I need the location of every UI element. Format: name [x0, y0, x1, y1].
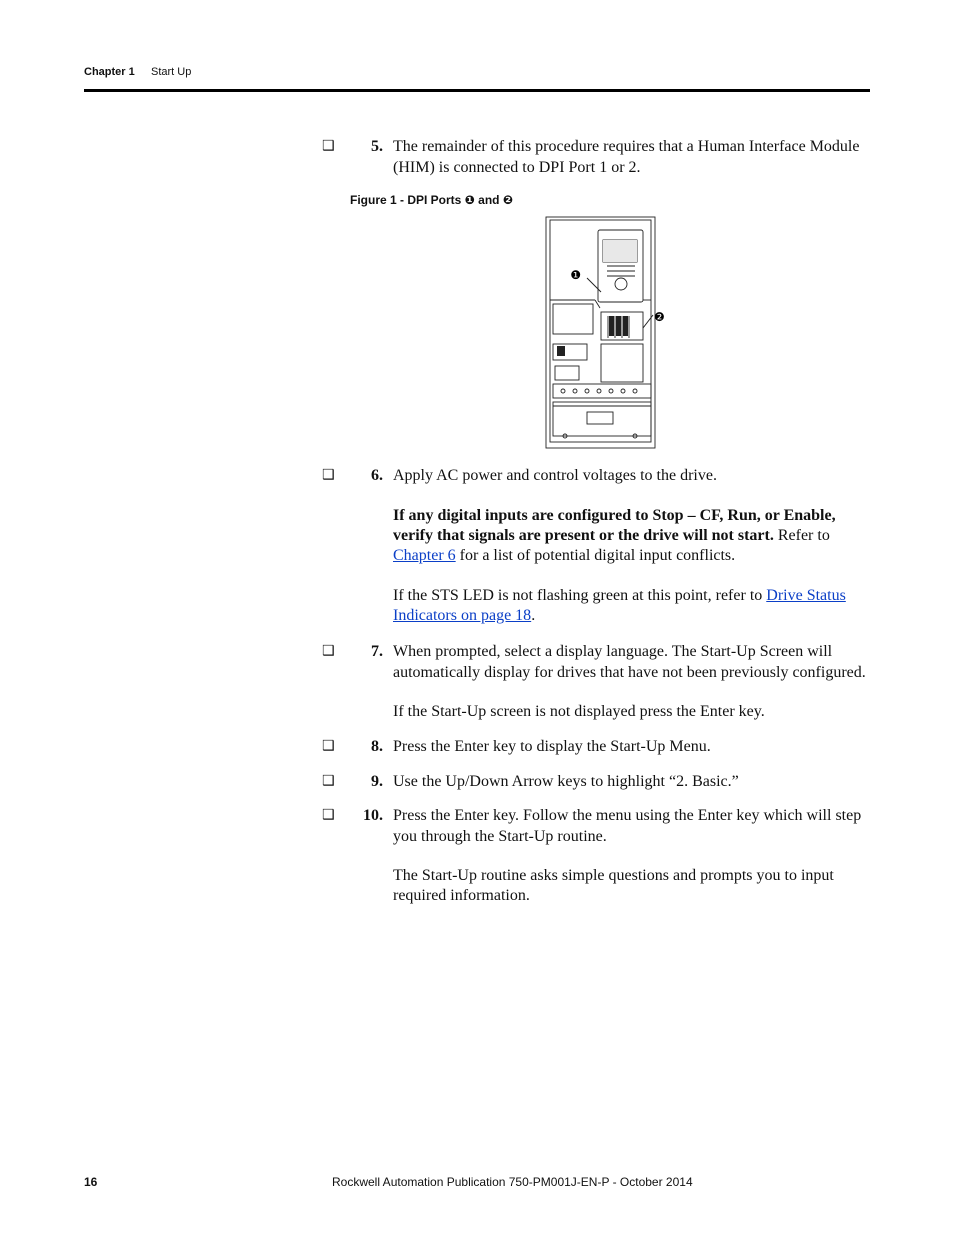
enter-key-note: If the Start-Up screen is not displayed press the Enter key. — [393, 703, 765, 720]
header-section: Start Up — [151, 66, 192, 78]
checkbox-icon[interactable]: ❑ — [322, 807, 335, 823]
running-header — [84, 66, 192, 78]
checkbox-icon[interactable]: ❑ — [322, 138, 335, 154]
figure-caption: Figure 1 - DPI Ports ❶ and ❷ — [350, 193, 514, 207]
checkbox-icon[interactable]: ❑ — [322, 467, 335, 483]
chapter-6-link[interactable]: Chapter 6 — [393, 547, 456, 564]
step-number: 9. — [371, 773, 383, 790]
powerflex-drive-illustration — [545, 216, 665, 452]
sts-led-note: If the STS LED is not flashing green at this point, refer to Drive Status Indicators on page 18. — [393, 587, 846, 624]
step-number: 5. — [371, 138, 383, 155]
startup-routine-note: The Start-Up routine asks simple questions and prompts you to input required information. — [393, 867, 834, 904]
page-number: 16 — [84, 1175, 98, 1189]
checkbox-icon[interactable]: ❑ — [322, 773, 335, 789]
step-number: 6. — [371, 467, 383, 484]
digital-input-note: If any digital inputs are configured to Stop – CF, Run, or Enable, verify that signals are present or the drive will not start. Refer to Chapter 6 for a list of potential digital input conflicts. — [393, 507, 836, 564]
drive-figure — [545, 216, 665, 457]
drive-status-indicators-link[interactable]: Drive Status Indicators on page 18 — [393, 587, 846, 624]
header-chapter: Chapter 1 — [84, 66, 135, 78]
step-text: Press the Enter key to display the Start-Up Menu. — [393, 738, 711, 755]
step-text: When prompted, select a display language. The Start-Up Screen will automatically display for drives that have not been previously configured. — [393, 643, 866, 681]
step-text: Use the Up/Down Arrow keys to highlight “2. Basic.” — [393, 773, 739, 790]
step-text: Press the Enter key. Follow the menu using the Enter key which will step you through the Start-Up routine. — [393, 807, 862, 845]
step-number: 7. — [371, 643, 383, 660]
checkbox-icon[interactable]: ❑ — [322, 643, 335, 659]
header-rule — [84, 89, 870, 92]
step-number: 10. — [363, 807, 383, 824]
callout-1-icon: ❶ — [570, 268, 581, 282]
checkbox-icon[interactable]: ❑ — [322, 738, 335, 754]
step-number: 8. — [371, 738, 383, 755]
publication-info: Rockwell Automation Publication 750-PM001J-EN-P - October 2014 — [332, 1175, 693, 1189]
digital-input-warning: If any digital inputs are configured to Stop – CF, Run, or Enable, verify that signals are present or the drive will not start. — [393, 507, 836, 544]
step-text: The remainder of this procedure requires that a Human Interface Module (HIM) is connected to DPI Port 1 or 2. — [393, 138, 860, 176]
callout-2-icon: ❷ — [654, 310, 665, 324]
step-text: Apply AC power and control voltages to the drive. — [393, 467, 717, 484]
